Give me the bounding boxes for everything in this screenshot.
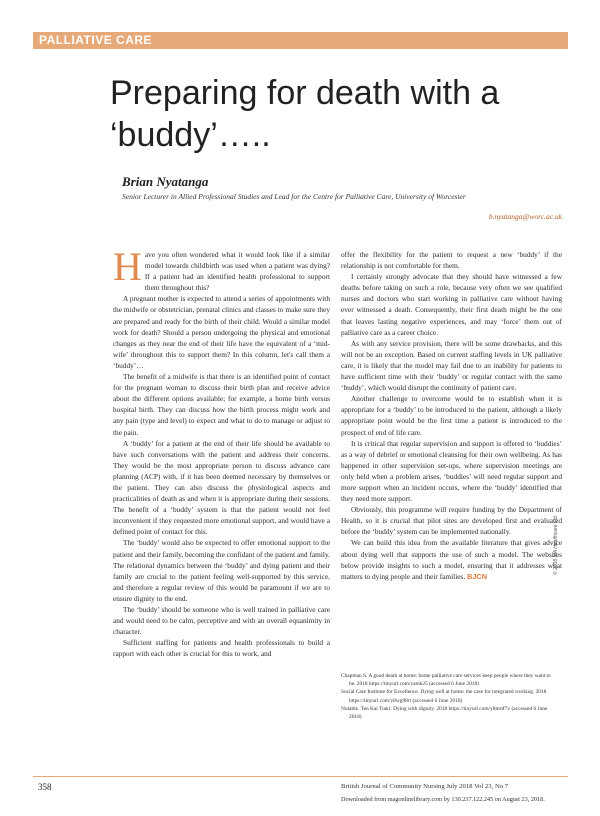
paragraph: Have you often wondered what it would look like if a similar model towards childbirth was used when a patient was dying? If a patient had an identified health professional to support them throughout this? <box>113 244 330 293</box>
paragraph: The ‘buddy’ would also be expected to offer emotional support to the patient and their family, becoming the confidant of the patient and family. The relational dynamics between the ‘buddy’ and dying patient and their family are crucial to the patient feeling well-supported by this service, and therefore a regular review of this would be paramount if we are to ensure dignity to the end. <box>113 538 330 603</box>
drop-cap: H <box>113 244 142 289</box>
reference-item: Social Care Institute for Excellence. Dying well at home: the case for integrated working. 2018 https://tinyurl.com/y8wg98rt (accessed 6 June 2018) <box>341 689 547 704</box>
reference-item: Notable. Ten Kai Tiaki: Dying with dignity. 2018 https://tinyurl.com/y8mrtf7v (accessed 6 June 2018) <box>341 705 548 721</box>
references-list <box>341 672 556 721</box>
reference-item: Chapman S. A good death at home: home palliative care services keep people where they want to be. 2018 https://tinyurl.com/yamk25 (accessed 6 June 2018) <box>341 673 551 688</box>
section-banner <box>33 32 568 49</box>
paragraph: As with any service provision, there will be some drawbacks, and this will not be an exception. Based on current staffing levels in UK palliative care, it is likely that the model may fail due to an inability for patients to have sufficient time with their ‘buddy’ or regular contact with the same ‘buddy’, which would disrupt the continuity of patient care. <box>341 338 562 393</box>
paragraph: A ‘buddy’ for a patient at the end of their life should be available to have such conversations with the patient and address their concerns. They would be the most appropriate person to discuss advance care planning (ACP) with, if it has been deemed necessary by themselves or the patient. They can also discuss the physiological aspects and practicalities of death as and when it is appropriate during their sessions. The benefit of a ‘buddy’ system is that the patient would not feel inconvenient if they requested more emotional support, and would have a defined point of contact for this. <box>113 438 330 537</box>
page-number: 358 <box>38 782 52 792</box>
section-label: PALLIATIVE CARE <box>39 33 153 47</box>
paragraph: Sufficient staffing for patients and health professionals to build a rapport with each other is crucial for this to work, and <box>113 638 330 659</box>
paragraph: It is critical that regular supervision and support is offered to ‘buddies’ as a way of debrief or emotional cleansing for their own wellbeing. As has happened in other supervision set-ups, where supervision meetings are only held when a problem arises, ‘buddies’ will need regular support and more support when an incident occurs, where the ‘buddy’ identified that they need more support. <box>341 438 562 504</box>
paragraph: A pregnant mother is expected to attend a series of appointments with the midwife or obstetrician, prenatal clinics and classes to make sure they are prepared and ready for the birth of their child. Would a similar model work for death? Should a person undergoing the physical and emotional changes as they near the end of their life have the equivalent of a ‘mid-wife’ throughout this to support them? In this column, let's call them a ‘buddy’… <box>113 294 330 370</box>
download-notice: Downloaded from magonlinelibrary.com by 130.237.122.245 on August 23, 2018. <box>341 796 545 803</box>
paragraph: Obviously, this programme will require funding by the Department of Health, so it is crucial that pilot sites are developed first and evaluated before the ‘buddy’ system can be implemented nationally. <box>341 505 562 537</box>
footer-divider <box>33 776 568 777</box>
paragraph: The ‘buddy’ should be someone who is well trained in palliative care and would need to be calm, perceptive and with an overall equanimity in character. <box>113 605 330 637</box>
paragraph: offer the flexibility for the patient to request a new ‘buddy’ if the relationship is not comfortable for them. <box>341 250 562 271</box>
journal-citation: British Journal of Community Nursing July 2018 Vol 23, No 7 <box>341 783 509 790</box>
journal-end-mark: BJCN <box>467 571 488 581</box>
author-email-link[interactable]: b.nyatanga@worc.ac.uk <box>488 212 562 221</box>
article-title: Preparing for death with a ‘buddy’….. <box>110 74 500 154</box>
copyright-notice: © 2018 MA Healthcare Ltd <box>553 516 559 575</box>
paragraph: We can build this idea from the available literature that gives advice about dying well that supports the use of such a model. The websites below provide insights to such a model, ensuring that it addresses what matters to dying people and their families. BJCN <box>341 538 562 581</box>
author-affiliation: Senior Lecturer in Allied Professional Studies and Lead for the Centre for Palliative Care, University of Worcester <box>122 192 466 201</box>
body-column-right <box>341 249 562 582</box>
paragraph: I certainly strongly advocate that they should have witnessed a few deaths before taking on such a role, because very often we see qualified nurses and doctors who start working in palliative care without having ever witnessed a death. Consequently, their first death might be the one that leaves lasting negative experiences, and may ‘force’ them out of palliative care as a career choice. <box>341 272 562 337</box>
author-name: Brian Nyatanga <box>122 174 209 189</box>
paragraph: The benefit of a midwife is that there is an identified point of contact for the pregnant woman to discuss their birth plan and receive advice about the different options available; for example, a home birth versus hospital birth. They can discuss how the birth process might work and any pain (type and level) to expect and what to do to manage or adjust to the pain. <box>113 372 330 437</box>
body-column-left <box>113 244 330 659</box>
paragraph: Another challenge to overcome would be to establish when it is appropriate for a ‘buddy’ to be introduced to the patient, although a likely appropriate point would be the first time a patient is introduced to the prospect of end of life care. <box>341 394 562 437</box>
